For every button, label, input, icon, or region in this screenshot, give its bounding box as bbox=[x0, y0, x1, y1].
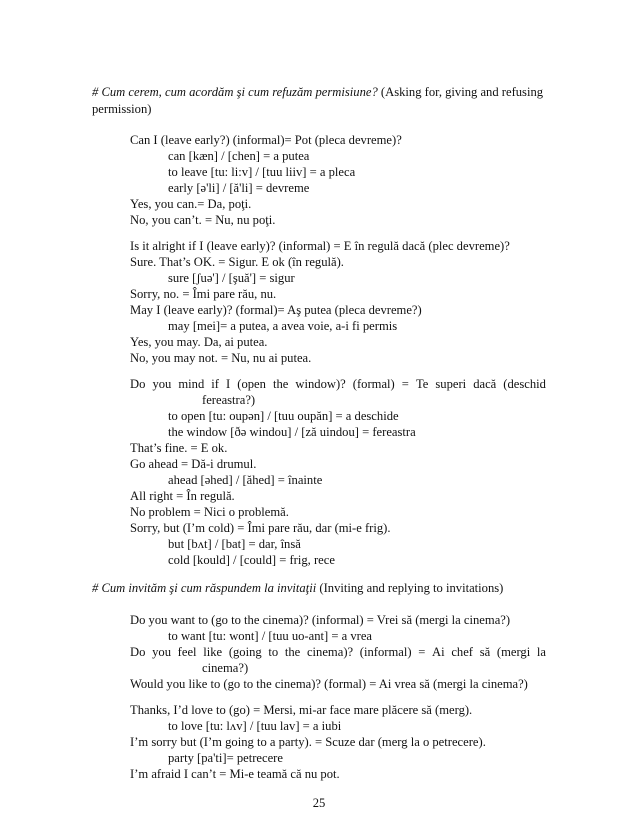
phrase-continuation: cinema?) bbox=[202, 661, 249, 675]
phrase-line: Sorry, but (I’m cold) = Îmi pare rău, dar (mi-e frig). bbox=[130, 521, 391, 535]
phrase-line: Would you like to (go to the cinema)? (formal) = Ai vrea să (mergi la cinema?) bbox=[130, 677, 528, 691]
phrase-line: Go ahead = Dă-i drumul. bbox=[130, 457, 257, 471]
word: (formal) bbox=[352, 377, 395, 391]
vocab-line: early [ə'li] / [ă'li] = devreme bbox=[168, 181, 310, 195]
phrase-line: All right = În regulă. bbox=[130, 489, 235, 503]
word: (mergi bbox=[496, 645, 531, 659]
word: (going bbox=[228, 645, 262, 659]
vocab-line: to open [tu: oupən] / [tuu oupăn] = a deschide bbox=[168, 409, 399, 423]
word: I bbox=[226, 377, 231, 391]
word: if bbox=[211, 377, 219, 391]
justified-phrase-line bbox=[130, 644, 546, 660]
vocab-line: to love [tu: lʌv] / [tuu lav] = a iubi bbox=[168, 719, 342, 733]
vocab-line: cold [kould] / [could] = frig, rece bbox=[168, 553, 335, 567]
word: to bbox=[268, 645, 279, 659]
page-number: 25 bbox=[312, 796, 326, 810]
section-heading-translation: (Asking for, giving and refusing bbox=[377, 85, 544, 99]
vocab-line: may [mei]= a putea, a avea voie, a-i fi permis bbox=[168, 319, 398, 333]
word: chef bbox=[451, 645, 473, 659]
word: cinema)? bbox=[306, 645, 354, 659]
word: = bbox=[418, 645, 426, 659]
word: like bbox=[203, 645, 223, 659]
vocab-line: ahead [əhed] / [ăhed] = înainte bbox=[168, 473, 323, 487]
word: mind bbox=[178, 377, 205, 391]
vocab-line: party [pa'ti]= petrecere bbox=[168, 751, 283, 765]
section-heading-invitations bbox=[92, 580, 503, 596]
vocab-line: sure [ʃuə'] / [şuă'] = sigur bbox=[168, 271, 295, 285]
word: Te bbox=[415, 377, 429, 391]
phrase-line: Do you want to (go to the cinema)? (informal) = Vrei să (mergi la cinema?) bbox=[130, 613, 511, 627]
section-heading-italic: # Cum cerem, cum acordăm şi cum refuzăm permisiune? bbox=[92, 85, 378, 99]
section-heading-permission bbox=[92, 84, 543, 100]
word: (open bbox=[237, 377, 266, 391]
word: = bbox=[401, 377, 409, 391]
section-heading-italic: # Cum invităm şi cum răspundem la invitaţii bbox=[92, 581, 317, 595]
phrase-line: Sorry, no. = Îmi pare rău, nu. bbox=[130, 287, 277, 301]
phrase-line: I’m sorry but (I’m going to a party). = Scuze dar (merg la o petrecere). bbox=[130, 735, 486, 749]
word: să bbox=[479, 645, 491, 659]
word: (informal) bbox=[359, 645, 412, 659]
vocab-line: but [bʌt] / [bat] = dar, însă bbox=[168, 537, 301, 551]
phrase-continuation: fereastra?) bbox=[202, 393, 256, 407]
phrase-line: I’m afraid I can’t = Mi-e teamă că nu pot. bbox=[130, 767, 340, 781]
word: you bbox=[152, 645, 171, 659]
section-heading-continuation: permission) bbox=[92, 102, 152, 116]
phrase-line: Is it alright if I (leave early)? (informal) = E în regulă dacă (plec devreme)? bbox=[130, 239, 510, 253]
phrase-line: No problem = Nici o problemă. bbox=[130, 505, 289, 519]
phrase-line: No, you can’t. = Nu, nu poţi. bbox=[130, 213, 276, 227]
word: the bbox=[284, 645, 301, 659]
phrase-line: That’s fine. = E ok. bbox=[130, 441, 228, 455]
word: (deschid bbox=[503, 377, 546, 391]
section-heading-translation: (Inviting and replying to invitations) bbox=[316, 581, 504, 595]
word: feel bbox=[177, 645, 197, 659]
vocab-line: the window [ðə windou] / [ză uindou] = fereastra bbox=[168, 425, 416, 439]
vocab-line: to leave [tu: li:v] / [tuu liiv] = a pleca bbox=[168, 165, 356, 179]
phrase-line: Yes, you may. Da, ai putea. bbox=[130, 335, 268, 349]
phrase-line: Sure. That’s OK. = Sigur. E ok (în regulă). bbox=[130, 255, 344, 269]
phrase-line: No, you may not. = Nu, nu ai putea. bbox=[130, 351, 312, 365]
phrase-line: Can I (leave early?) (informal)= Pot (pleca devreme)? bbox=[130, 133, 402, 147]
word: window)? bbox=[295, 377, 346, 391]
phrase-line: Yes, you can.= Da, poţi. bbox=[130, 197, 252, 211]
word: you bbox=[152, 377, 172, 391]
phrase-line: May I (leave early)? (formal)= Aş putea (pleca devreme?) bbox=[130, 303, 422, 317]
word: Ai bbox=[432, 645, 445, 659]
word: superi bbox=[435, 377, 467, 391]
word: dacă bbox=[473, 377, 497, 391]
word: Do bbox=[130, 377, 146, 391]
word: la bbox=[536, 645, 546, 659]
word: Do bbox=[130, 645, 146, 659]
vocab-line: to want [tu: wont] / [tuu uo-ant] = a vrea bbox=[168, 629, 372, 643]
phrase-line: Thanks, I’d love to (go) = Mersi, mi-ar face mare plăcere să (merg). bbox=[130, 703, 473, 717]
vocab-line: can [kæn] / [chen] = a putea bbox=[168, 149, 310, 163]
justified-phrase-line bbox=[130, 376, 546, 392]
word: the bbox=[272, 377, 289, 391]
